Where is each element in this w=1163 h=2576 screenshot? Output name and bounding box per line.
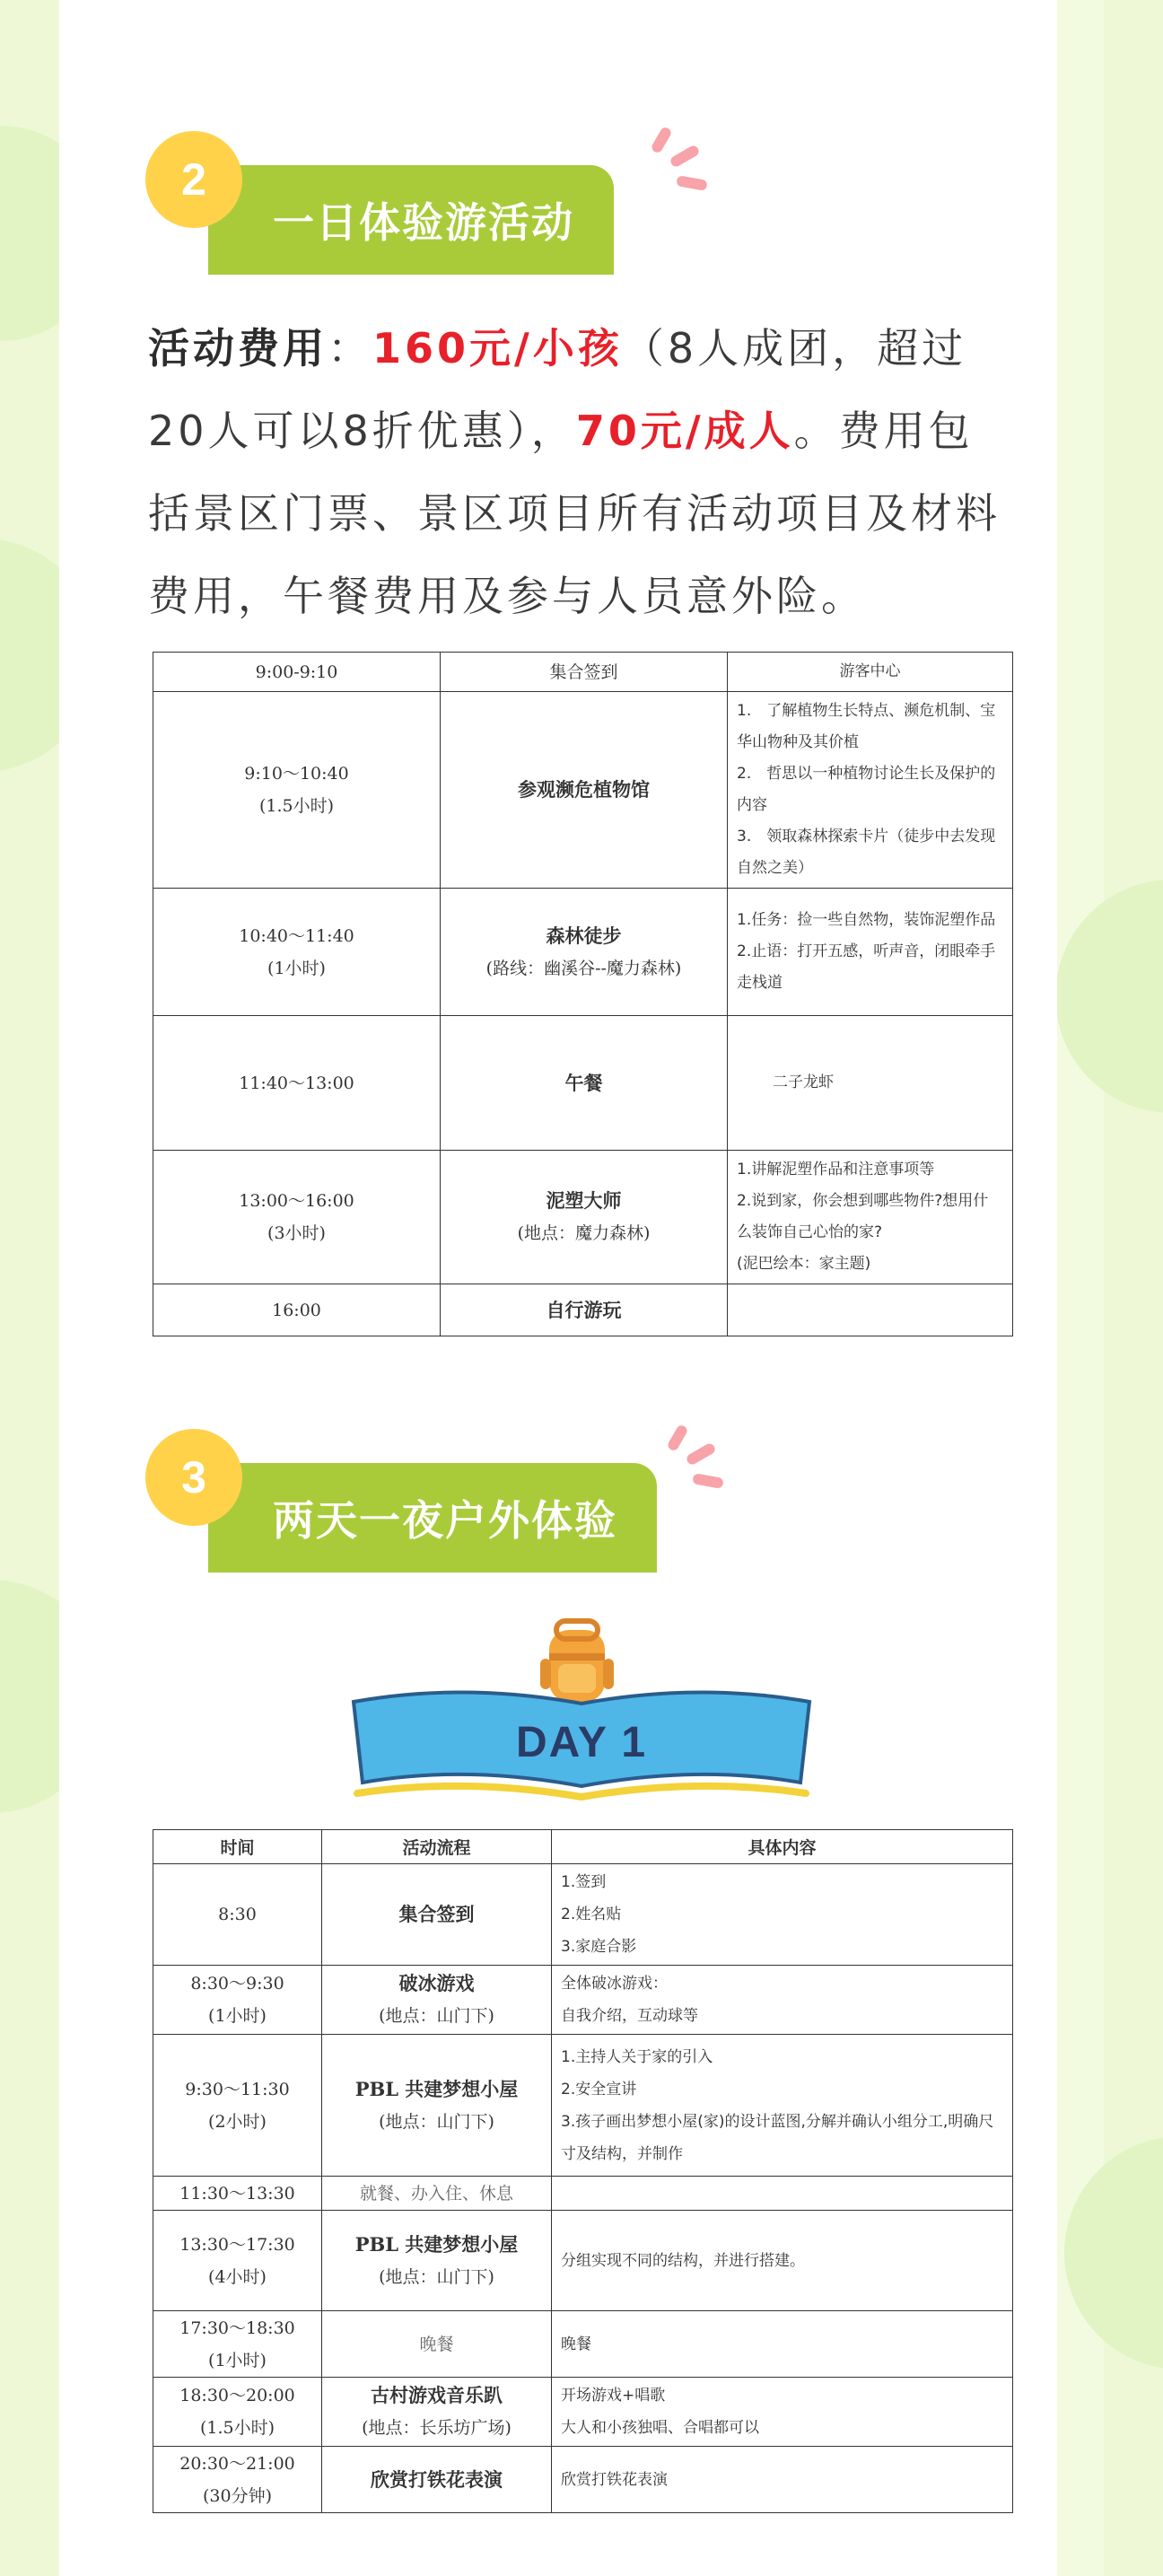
group-discount-text: （8人成团，超过20人可以8折优惠）， (148, 324, 967, 455)
time-text: 9:10～10:40 (244, 764, 349, 784)
duration-text: (30分钟) (202, 2485, 272, 2506)
time-text: 11:30～13:30 (179, 2183, 295, 2204)
background-stripe-left (0, 0, 59, 2576)
table-row (153, 692, 1013, 889)
activity-cell (441, 1284, 728, 1336)
activity-cell (441, 1151, 728, 1284)
activity-location: (地点：魔力森林) (517, 1223, 651, 1243)
activity-name: 集合签到 (398, 1903, 475, 1925)
time-text: 18:30～20:00 (179, 2386, 295, 2405)
fee-colon: ： (328, 324, 372, 372)
activity-cell (322, 2211, 552, 2311)
activity-name: 自行游玩 (546, 1298, 622, 1321)
table-row (153, 653, 1013, 692)
content-line: 3. 领取森林探索卡片（徒步中去发现自然之美） (737, 828, 996, 877)
content-line: 欣赏打铁花表演 (561, 2470, 668, 2489)
table-row (153, 1284, 1013, 1336)
duration-text: (1小时) (267, 958, 326, 978)
time-text: 16:00 (272, 1300, 321, 1320)
table-row (153, 1966, 1013, 2035)
content-line: 开场游戏+唱歌 (561, 2387, 666, 2405)
activity-name: 午餐 (564, 1071, 603, 1094)
content-cell (552, 1966, 1013, 2035)
table-row (153, 2177, 1013, 2211)
section-number-badge: 3 (145, 1429, 242, 1526)
content-line: 1.任务：捡一些自然物，装饰泥塑作品 (737, 911, 996, 929)
section-number-badge: 2 (145, 131, 242, 228)
time-cell (153, 1151, 441, 1284)
table-row (153, 2035, 1013, 2177)
activity-cell (322, 2177, 552, 2211)
time-cell (153, 889, 441, 1016)
decor-blob (1064, 2136, 1163, 2370)
content-line: 1.讲解泥塑作品和注意事项等 (737, 1161, 935, 1178)
price-adult: 70元/成人 (575, 407, 794, 455)
activity-cell (322, 1966, 552, 2035)
time-text: 9:30～11:30 (185, 2079, 290, 2099)
content-cell (552, 1864, 1013, 1966)
activity-location: (路线：幽溪谷--魔力森林) (485, 958, 682, 978)
content-cell (728, 692, 1013, 889)
column-header-activity: 活动流程 (322, 1830, 552, 1864)
activity-name: 森林徒步 (546, 924, 622, 947)
activity-cell (322, 1864, 552, 1966)
table-row (153, 1864, 1013, 1966)
content-line: 3.家庭合影 (561, 1938, 637, 1956)
time-text: 13:00～16:00 (239, 1191, 354, 1211)
time-cell (153, 2177, 322, 2211)
section-title: 两天一夜户外体验 (208, 1463, 657, 1573)
content-line: 3.孩子画出梦想小屋(家)的设计蓝图,分解并确认小组分工,明确尺寸及结构，并制作 (561, 2112, 994, 2163)
activity-name: 破冰游戏 (398, 1972, 475, 1994)
activity-location: (地点：长乐坊广场) (362, 2418, 512, 2438)
time-cell (153, 653, 441, 692)
decor-blob (1055, 880, 1163, 1113)
content-cell (552, 2378, 1013, 2447)
content-line: 1.签到 (561, 1873, 607, 1891)
column-header-time: 时间 (153, 1830, 322, 1864)
content-line: 晚餐 (561, 2335, 591, 2353)
table-row (153, 2447, 1013, 2513)
content-cell (552, 2035, 1013, 2177)
content-line: 游客中心 (839, 662, 901, 680)
content-line: 自我介绍，互动球等 (561, 2007, 698, 2025)
duration-text: (1.5小时) (199, 2418, 275, 2438)
duration-text: (1小时) (208, 2006, 267, 2026)
time-text: 8:30～9:30 (190, 1974, 284, 1993)
time-cell (153, 2035, 322, 2177)
activity-cell (441, 692, 728, 889)
content-cell (552, 2447, 1013, 2513)
activity-name: 古村游戏音乐趴 (371, 2384, 503, 2406)
day1-schedule-table (153, 1829, 1013, 2513)
day-banner (348, 1617, 815, 1815)
table-row (153, 1016, 1013, 1151)
time-cell (153, 2447, 322, 2513)
content-line: (泥巴绘本：家主题) (737, 1255, 871, 1273)
content-line: 2.止语：打开五感，听声音，闭眼牵手走栈道 (737, 942, 996, 992)
content-cell (552, 2211, 1013, 2311)
content-line: 大人和小孩独唱、合唱都可以 (561, 2419, 759, 2437)
content-line: 二子龙虾 (773, 1073, 834, 1091)
activity-cell (322, 2311, 552, 2378)
activity-cell (441, 889, 728, 1016)
section-2-header (145, 131, 702, 275)
content-line: 全体破冰游戏： (561, 1975, 668, 1993)
activity-name: 晚餐 (419, 2334, 454, 2354)
time-cell (153, 2378, 322, 2447)
table-header-row (153, 1830, 1013, 1864)
table-row (153, 889, 1013, 1016)
content-line: 1.主持人关于家的引入 (561, 2047, 713, 2066)
content-cell (728, 1151, 1013, 1284)
content-line: 2.安全宣讲 (561, 2080, 637, 2098)
content-line: 2.说到家，你会想到哪些物件?想用什么装饰自己心怡的家? (737, 1192, 989, 1241)
content-cell (728, 1016, 1013, 1151)
activity-name: 集合签到 (549, 662, 618, 682)
activity-location: (地点：山门下) (379, 2111, 494, 2132)
activity-cell (441, 653, 728, 692)
one-day-schedule-table (153, 652, 1013, 1336)
time-cell (153, 1966, 322, 2035)
duration-text: (4小时) (208, 2266, 267, 2287)
activity-cell (322, 2447, 552, 2513)
time-text: 9:00-9:10 (255, 662, 338, 682)
table-row (153, 1151, 1013, 1284)
activity-cell (322, 2035, 552, 2177)
time-text: 13:30～17:30 (179, 2234, 295, 2255)
time-cell (153, 1864, 322, 1966)
activity-location: (地点：山门下) (379, 2006, 494, 2026)
section-3-header (145, 1429, 702, 1573)
fee-label: 活动费用 (148, 324, 328, 372)
table-row (153, 2378, 1013, 2447)
day-label: DAY 1 (515, 1719, 648, 1766)
price-child: 160元/小孩 (372, 324, 623, 372)
activity-name: PBL 共建梦想小屋 (354, 2232, 519, 2256)
time-cell (153, 1284, 441, 1336)
content-line: 1. 了解植物生长特点、濒危机制、宝华山物种及其价植 (737, 702, 996, 751)
duration-text: (1小时) (208, 2350, 267, 2370)
content-line: 2. 哲思以一种植物讨论生长及保护的内容 (737, 765, 996, 814)
activity-name: 泥塑大师 (546, 1189, 622, 1212)
duration-text: (2小时) (208, 2111, 267, 2132)
time-text: 17:30～18:30 (179, 2318, 295, 2338)
column-header-content: 具体内容 (552, 1830, 1013, 1864)
duration-text: (3小时) (267, 1223, 326, 1243)
time-cell (153, 2211, 322, 2311)
activity-name: PBL 共建梦想小屋 (354, 2077, 519, 2100)
activity-name: 参观濒危植物馆 (518, 778, 650, 801)
duration-text: (1.5小时) (258, 796, 335, 816)
sparkle-decor (669, 144, 700, 168)
content-line: 分组实现不同的结构，并进行搭建。 (561, 2251, 805, 2270)
activity-location: (地点：山门下) (379, 2266, 494, 2287)
table-row (153, 2311, 1013, 2378)
time-cell (153, 692, 441, 889)
time-text: 11:40～13:00 (239, 1073, 354, 1093)
time-text: 10:40～11:40 (239, 925, 354, 946)
activity-cell (322, 2378, 552, 2447)
content-cell (552, 2311, 1013, 2378)
activity-name: 欣赏打铁花表演 (371, 2467, 503, 2491)
activity-name: 就餐、办入住、休息 (359, 2183, 513, 2204)
content-line: 2.姓名贴 (561, 1906, 622, 1923)
time-text: 20:30～21:00 (179, 2453, 295, 2474)
time-cell (153, 2311, 322, 2378)
content-cell (728, 1284, 1013, 1336)
table-row (153, 2211, 1013, 2311)
content-cell (552, 2177, 1013, 2211)
activity-cell (441, 1016, 728, 1151)
intro-paragraph (148, 307, 1015, 637)
section-title: 一日体验游活动 (208, 165, 614, 275)
content-cell (728, 653, 1013, 692)
content-cell (728, 889, 1013, 1016)
time-cell (153, 1016, 441, 1151)
fee-description: 。费用包括景区门票、景区项目所有活动项目及材料费用，午餐费用及参与人员意外险。 (148, 407, 1001, 620)
time-text: 8:30 (218, 1905, 257, 1924)
